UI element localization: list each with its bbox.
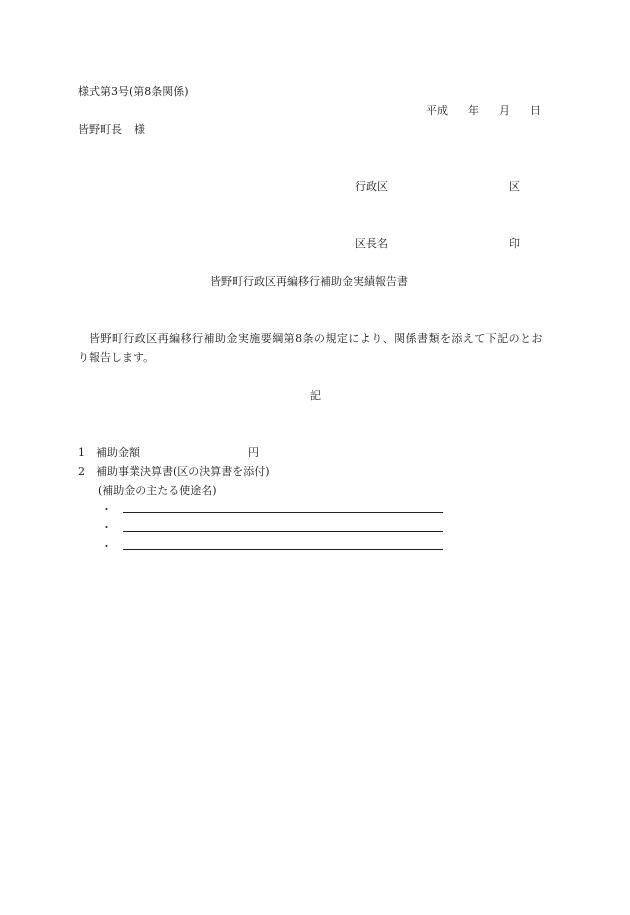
form-number: 様式第3号(第8条関係) bbox=[78, 85, 189, 98]
usage-caption: (補助金の主たる使途名) bbox=[98, 484, 217, 497]
item-1-label: 補助金額 bbox=[96, 446, 140, 459]
body-text-line-1: 皆野町行政区再編移行補助金実施要綱第8条の規定により、関係書類を添えて下記のとお bbox=[89, 332, 543, 345]
district-label: 行政区 bbox=[355, 180, 388, 193]
bullet-1: ・ bbox=[101, 503, 112, 516]
fill-line-1 bbox=[123, 512, 443, 513]
date-year: 年 bbox=[468, 104, 479, 117]
addressee-honorific: 様 bbox=[134, 123, 145, 136]
addressee-name: 皆野町長 bbox=[78, 123, 122, 136]
item-1-unit: 円 bbox=[248, 446, 259, 459]
bullet-2: ・ bbox=[101, 521, 112, 534]
fill-line-2 bbox=[123, 531, 443, 532]
seal-mark: 印 bbox=[509, 237, 520, 250]
addressee bbox=[78, 124, 145, 135]
item-1 bbox=[78, 447, 85, 458]
leader-label: 区長名 bbox=[355, 237, 388, 250]
item-1-number: 1 bbox=[78, 446, 85, 459]
district-suffix: 区 bbox=[509, 180, 520, 193]
bullet-3: ・ bbox=[101, 540, 112, 553]
body-text-line-2: り報告します。 bbox=[78, 351, 155, 364]
date-era: 平成 bbox=[426, 104, 448, 117]
item-2-label: 補助事業決算書(区の決算書を添付) bbox=[96, 465, 270, 478]
document-title: 皆野町行政区再編移行補助金実績報告書 bbox=[210, 275, 408, 288]
date-line bbox=[426, 105, 541, 116]
date-day: 日 bbox=[530, 104, 541, 117]
fill-line-3 bbox=[123, 549, 443, 550]
item-2-number: 2 bbox=[78, 465, 85, 478]
date-month: 月 bbox=[499, 104, 510, 117]
ki-heading: 記 bbox=[310, 389, 321, 402]
